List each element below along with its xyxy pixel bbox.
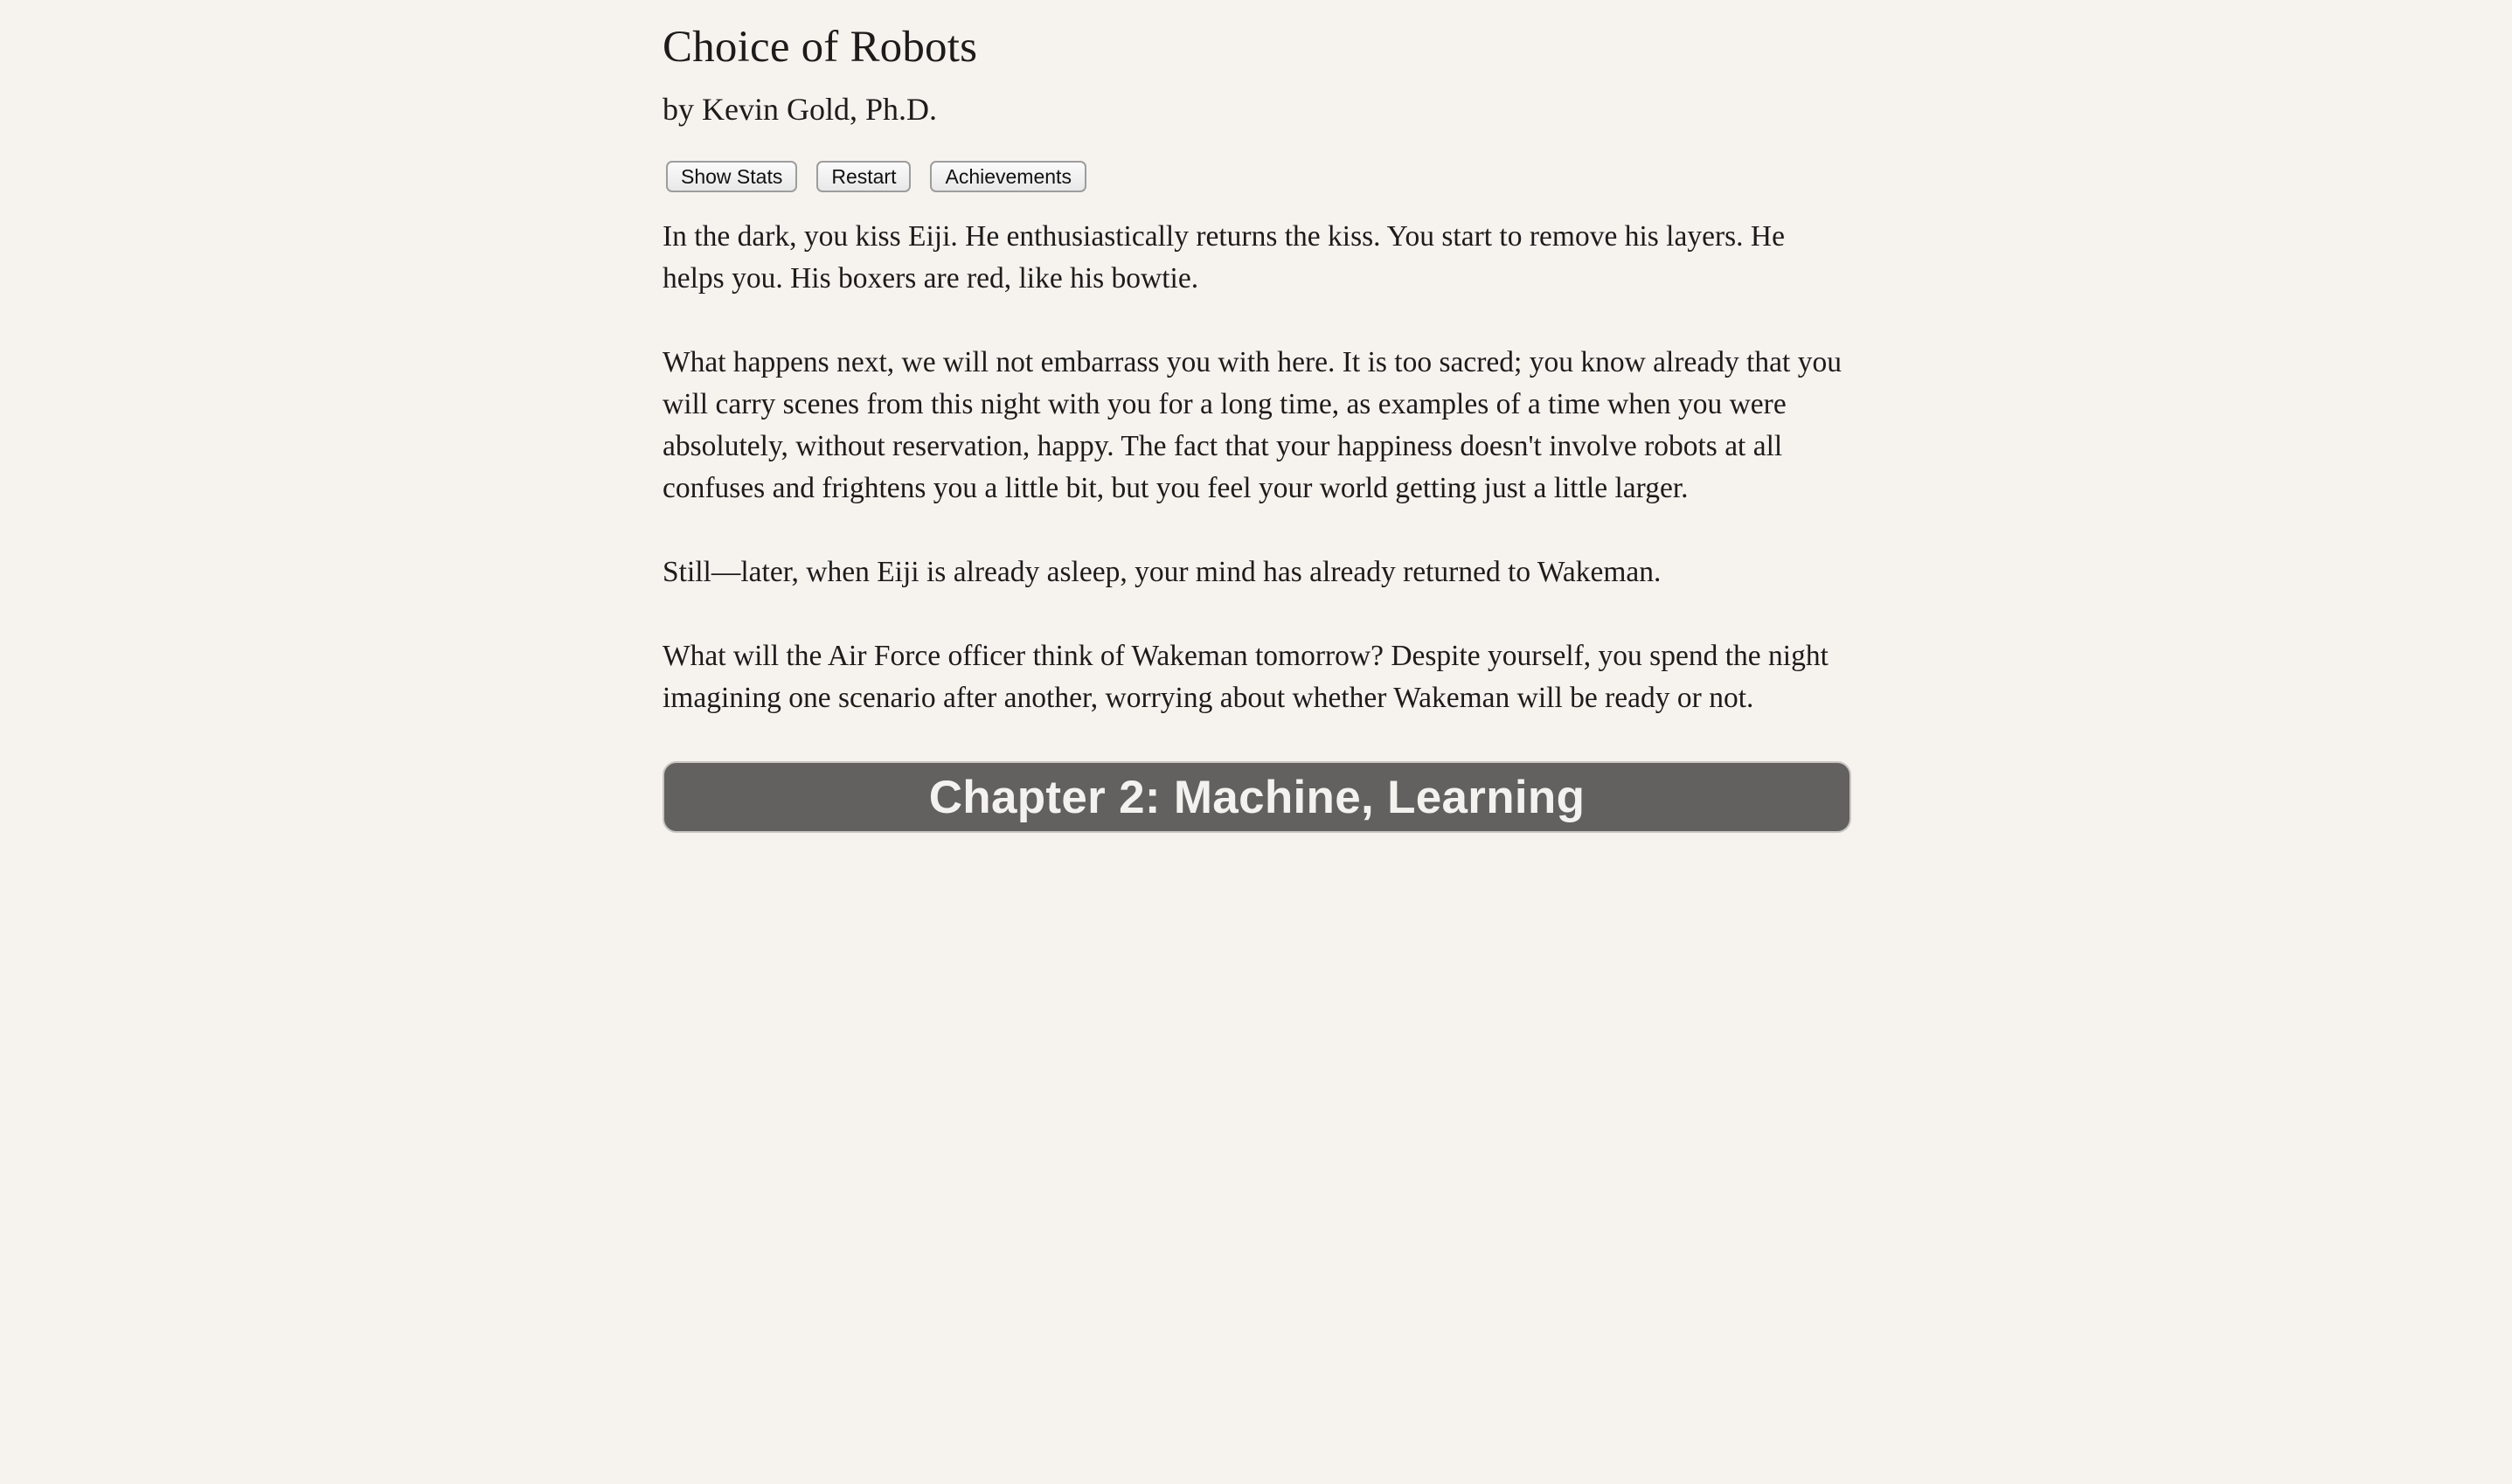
chapter-title: Chapter 2: Machine, Learning [928, 771, 1586, 823]
story-paragraph: What happens next, we will not embarrass you with here. It is too sacred; you know already that you will carry scenes from this night with you for a long time, as examples of a time when you were absolutely, without reservation, happy. The fact that your happiness doesn't involve robots at all confuses and frightens you a little bit, but you feel your world getting just a little larger. [663, 346, 1842, 504]
story-text [663, 216, 1851, 719]
story-paragraph: Still—later, when Eiji is already asleep, your mind has already returned to Wakeman. [663, 556, 1662, 588]
restart-button[interactable]: Restart [816, 161, 911, 192]
toolbar [663, 161, 1851, 196]
story-paragraph: In the dark, you kiss Eiji. He enthusiastically returns the kiss. You start to remove his layers. He helps you. His boxers are red, like his bowtie. [663, 220, 1785, 295]
achievements-button[interactable]: Achievements [930, 161, 1086, 192]
game-title: Choice of Robots [663, 23, 978, 72]
story-paragraph: What will the Air Force officer think of Wakeman tomorrow? Despite yourself, you spend the night imagining one scenario after another, worrying about whether Wakeman will be ready or not. [663, 640, 1828, 714]
chapter-heading-bar [663, 761, 1851, 833]
main-column [663, 0, 1851, 833]
game-author: by Kevin Gold, Ph.D. [663, 92, 937, 127]
show-stats-button[interactable]: Show Stats [666, 161, 797, 192]
